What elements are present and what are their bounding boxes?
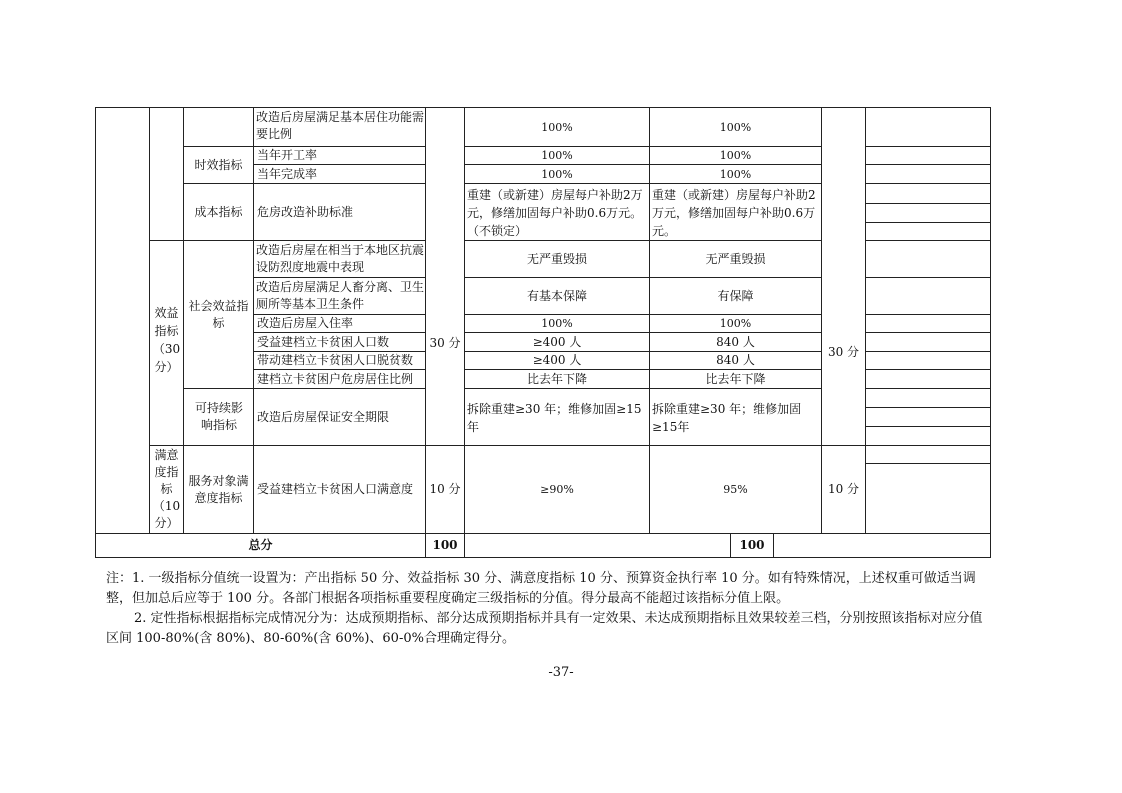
target-value: 无严重毁损 [526,251,587,266]
actual-value: 100% [719,317,752,330]
indicator-name: 带动建档立卡贫困人口脱贫数 [257,353,414,367]
page-number: -37- [548,665,574,680]
row-line [865,183,991,184]
row-line [865,164,991,165]
indicator-name: 建档立卡贫困户危房居住比例 [257,371,414,386]
subcategory-cost: 成本指标 [194,204,243,219]
row-line [865,203,991,204]
row-line [464,388,822,389]
target-value: ≥90% [540,483,574,496]
target-value: ≥400 人 [532,353,582,367]
indicator-name: 当年开工率 [257,148,318,162]
row-line [865,407,991,408]
row-line [865,351,991,352]
table-border [865,107,866,533]
actual-value: 无严重毁损 [705,251,766,266]
note-2: 2. 定性指标根据指标完成情况分为：达成预期指标、部分达成预期指标并具有一定效果、未达成预期指标且效果较差三档，分别按照该指标对应分值区间 100-80%(含 80%)、80-60%(含 60%)、60-0%合理确定得分。 [106,611,983,646]
row-line [865,240,991,241]
actual-value: 比去年下降 [705,371,766,386]
category-satisfaction: 满意度指标（10分） [152,447,181,530]
row-line [865,314,991,315]
table-border [773,533,774,558]
outcome-score: 30 分 [827,344,860,359]
table-border [95,107,96,558]
row-line [865,426,991,427]
indicator-name: 危房改造补助标准 [257,204,354,219]
target-value: 100% [541,120,573,134]
target-value: ≥400 人 [532,334,582,349]
actual-value: 95% [723,483,748,496]
row-line [865,463,991,464]
row-line [464,183,822,184]
row-line [865,388,991,389]
actual-value: 840 人 [716,334,755,349]
total-weight: 100 [432,538,458,552]
table-border [95,557,991,558]
actual-value: 100% [719,149,752,162]
actual-value: 有保障 [717,288,754,303]
subcategory-timeliness: 时效指标 [194,157,243,172]
row-line [865,222,991,223]
indicator-name: 改造后房屋满足基本居住功能需要比例 [256,110,425,141]
actual-value: 840 人 [716,353,755,367]
actual-value: 拆除重建≥30 年；维修加固≥15年 [652,402,802,434]
row-line [865,332,991,333]
indicator-name: 改造后房屋满足人畜分离、卫生厕所等基本卫生条件 [256,280,425,311]
target-value: 有基本保障 [526,288,587,303]
target-value: 100% [541,167,573,181]
actual-value: 100% [719,167,752,181]
target-value: 100% [541,317,573,330]
table-border [183,107,184,533]
target-value: 重建（或新建）房屋每户补助2万元，修缮加固每户补助0.6万元。（不锁定） [467,188,643,238]
row-line [865,369,991,370]
target-value: 拆除重建≥30 年；维修加固≥15年 [467,402,642,434]
outcome-weight: 30 分 [429,335,461,350]
indicator-name: 改造后房屋在相当于本地区抗震设防烈度地震中表现 [256,243,425,274]
actual-value: 重建（或新建）房屋每户补助2万元，修缮加固每户补助0.6万元。 [652,188,816,238]
target-value: 比去年下降 [526,371,587,386]
satisfaction-weight: 10 分 [429,482,461,496]
actual-value: 100% [719,120,752,134]
subcategory-service: 服务对象满意度指标 [188,473,249,505]
row-line [865,277,991,278]
indicator-name: 受益建档立卡贫困人口数 [257,334,390,349]
indicator-name: 当年完成率 [257,166,318,181]
category-outcome: 效益指标（30分） [152,306,181,374]
indicator-name: 改造后房屋保证安全期限 [257,409,390,424]
note-1: 注：1. 一级指标分值统一设置为：产出指标 50 分、效益指标 30 分、满意度指标 10 分、预算资金执行率 10 分。如有特殊情况，上述权重可做适当调整，但加总后应等于 100 分。各部门根据各项指标重要程度确定三级指标的分值。得分最高不能超过该指标分值上限。 [106,571,976,606]
total-label: 总分 [248,538,273,552]
subcategory-social: 社会效益指标 [188,298,249,330]
satisfaction-score: 10 分 [827,482,860,496]
indicator-name: 改造后房屋入住率 [257,316,354,330]
table-border [149,107,150,533]
target-value: 100% [541,149,573,162]
row-line [865,146,991,147]
indicator-name: 受益建档立卡贫困人口满意度 [257,482,414,496]
subcategory-sustain: 可持续影响指标 [194,401,243,432]
total-score: 100 [739,538,765,552]
